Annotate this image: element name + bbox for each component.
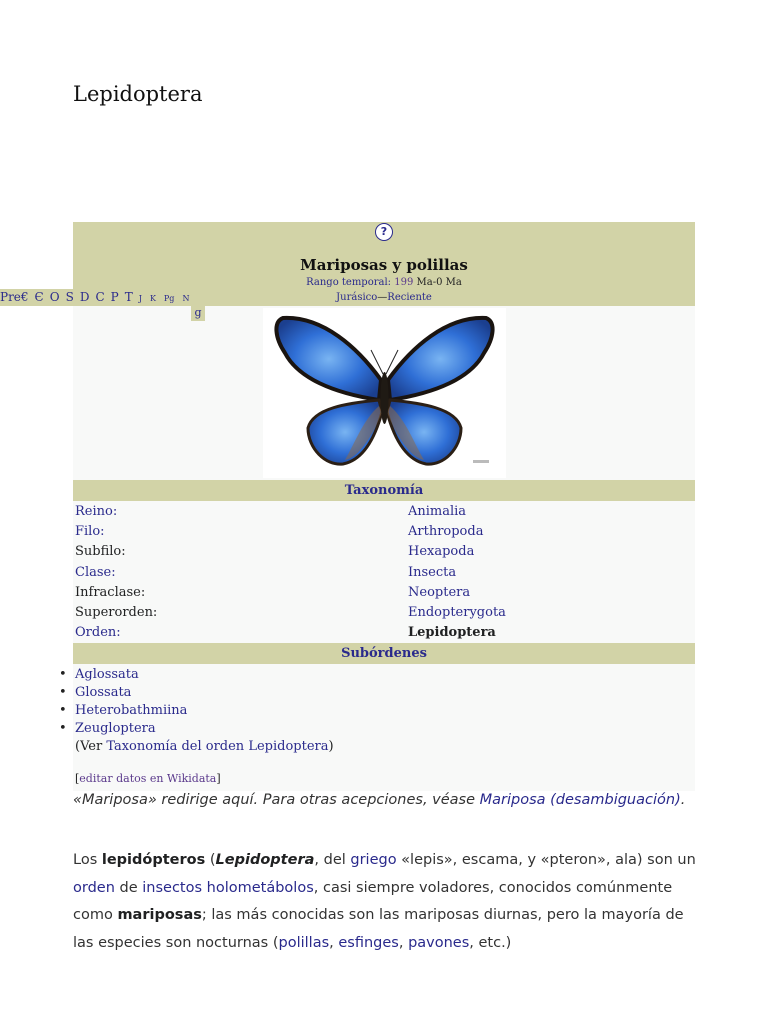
- timescale-period[interactable]: O: [49, 290, 60, 304]
- timescale-period[interactable]: J: [138, 294, 142, 303]
- suborders-body: [73, 664, 695, 791]
- timescale-period[interactable]: S: [65, 290, 74, 304]
- lead-text: ,: [398, 934, 409, 951]
- wikidata-open-bracket: [: [75, 772, 80, 786]
- taxonomy-row: [73, 562, 695, 582]
- taxonomy-rank[interactable]: Clase:: [75, 564, 116, 580]
- timescale-period[interactable]: T: [124, 290, 133, 304]
- see-suffix: ): [328, 739, 334, 755]
- timescale-period[interactable]: Pg: [163, 294, 175, 303]
- infobox: [73, 222, 695, 791]
- timescale-period[interactable]: P: [110, 290, 119, 304]
- taxonomy-row: [73, 623, 695, 643]
- hatnote-text: «Mariposa» redirige aquí. Para otras acepciones, véase: [73, 792, 480, 808]
- taxonomy-row: [73, 542, 695, 562]
- taxonomy-rank[interactable]: Filo:: [75, 523, 105, 539]
- taxonomy-value: Lepidoptera: [408, 625, 496, 641]
- help-icon[interactable]: ?: [375, 223, 393, 241]
- see-prefix: (Ver: [75, 739, 107, 755]
- suborder-link[interactable]: Glossata: [75, 685, 132, 701]
- taxonomy-rank[interactable]: Reino:: [75, 503, 118, 519]
- holometabolous-insects-link[interactable]: insectos holometábolos: [142, 879, 314, 896]
- temporal-range-label[interactable]: Rango temporal:: [306, 277, 392, 288]
- hatnote: [73, 786, 693, 814]
- moths-link[interactable]: polillas: [278, 934, 330, 951]
- hatnote-end: .: [680, 792, 686, 808]
- taxonomy-rank: Subfilo:: [75, 544, 126, 560]
- lead-text: ,: [329, 934, 339, 951]
- sphinx-moths-link[interactable]: esfinges: [338, 934, 399, 951]
- taxonomy-row: [73, 501, 695, 521]
- taxonomy-rank[interactable]: Orden:: [75, 625, 121, 641]
- taxonomy-rank: Superorden:: [75, 605, 158, 621]
- lead-text: (: [205, 852, 216, 868]
- timescale-period[interactable]: N: [182, 294, 190, 303]
- lead-text: , del: [314, 852, 351, 868]
- lead-scientific-name: Lepidoptera: [215, 852, 315, 868]
- lead-bold-term: lepidópteros: [101, 852, 206, 868]
- disambiguation-link[interactable]: Mariposa (desambiguación): [479, 792, 681, 808]
- lead-text: , etc.): [469, 934, 512, 951]
- period-end-link[interactable]: Reciente: [387, 292, 432, 303]
- list-item: [75, 720, 695, 738]
- timescale-period[interactable]: Є: [34, 290, 44, 304]
- wikidata-edit-link[interactable]: editar datos en Wikidata: [79, 772, 217, 786]
- lead-text: «lepis», escama, y «pteron», ala) son un: [396, 852, 696, 868]
- wikidata-close-bracket: ]: [216, 772, 221, 786]
- list-item: [75, 666, 695, 684]
- suborder-link[interactable]: Zeugloptera: [75, 721, 156, 737]
- taxonomy-value[interactable]: Neoptera: [408, 584, 471, 600]
- order-link[interactable]: orden: [73, 879, 115, 896]
- timescale-period[interactable]: Pre€: [0, 290, 29, 304]
- suborder-link[interactable]: Heterobathmiina: [75, 703, 188, 719]
- lead-paragraph: [73, 847, 703, 957]
- taxonomy-value[interactable]: Insecta: [408, 564, 457, 580]
- taxonomy-order-link[interactable]: Taxonomía del orden Lepidoptera: [106, 739, 329, 755]
- lead-text: de: [114, 879, 143, 896]
- taxonomy-value[interactable]: Arthropoda: [408, 523, 484, 539]
- temporal-range-unit: Ma: [445, 277, 462, 288]
- period-dash: —: [377, 292, 388, 303]
- taxonomy-value[interactable]: Endopterygota: [408, 605, 506, 621]
- temporal-range-start[interactable]: 199: [394, 277, 414, 288]
- suborders-heading: Subórdenes: [73, 643, 695, 664]
- emperor-moths-link[interactable]: pavones: [408, 934, 470, 951]
- greek-link[interactable]: griego: [350, 852, 397, 868]
- wikidata-edit: [75, 772, 221, 785]
- taxonomy-table: [73, 501, 695, 643]
- taxonomy-rank: Infraclase:: [75, 584, 146, 600]
- butterfly-image[interactable]: [263, 308, 506, 478]
- lead-text: Los: [73, 852, 102, 868]
- lead-text: ; las más conocidas son las mariposas diurnas, pero la mayoría de las especies son nocturnas (: [73, 907, 684, 951]
- infobox-title: Mariposas y polillas: [300, 256, 468, 274]
- geologic-timescale: [0, 289, 213, 306]
- temporal-range-rest: Ma-0: [416, 277, 443, 288]
- suborders-list: [73, 664, 695, 738]
- list-item: [75, 684, 695, 702]
- blue-morpho-butterfly-icon: [263, 308, 506, 478]
- timescale-period[interactable]: K: [149, 294, 156, 303]
- taxonomy-value[interactable]: Hexapoda: [408, 544, 475, 560]
- lead-bold-term: mariposas: [117, 907, 202, 923]
- taxonomy-row: [73, 602, 695, 622]
- page-title: Lepidoptera: [73, 82, 203, 106]
- taxonomy-row: [73, 521, 695, 541]
- timescale-period[interactable]: D: [79, 290, 90, 304]
- see-taxonomy: [73, 738, 695, 758]
- temporal-range: [73, 277, 695, 288]
- taxonomy-heading: Taxonomía: [73, 480, 695, 501]
- period-start-link[interactable]: Jurásico: [336, 292, 378, 303]
- suborder-link[interactable]: Aglossata: [75, 667, 139, 683]
- taxonomy-value[interactable]: Animalia: [408, 503, 467, 519]
- taxonomy-row: [73, 582, 695, 602]
- timescale-overflow-g: g: [191, 306, 205, 321]
- timescale-period[interactable]: C: [95, 290, 105, 304]
- list-item: [75, 702, 695, 720]
- lead-text: , casi siempre voladores, conocidos comúnmente como: [73, 879, 673, 923]
- infobox-image-row: [73, 306, 695, 480]
